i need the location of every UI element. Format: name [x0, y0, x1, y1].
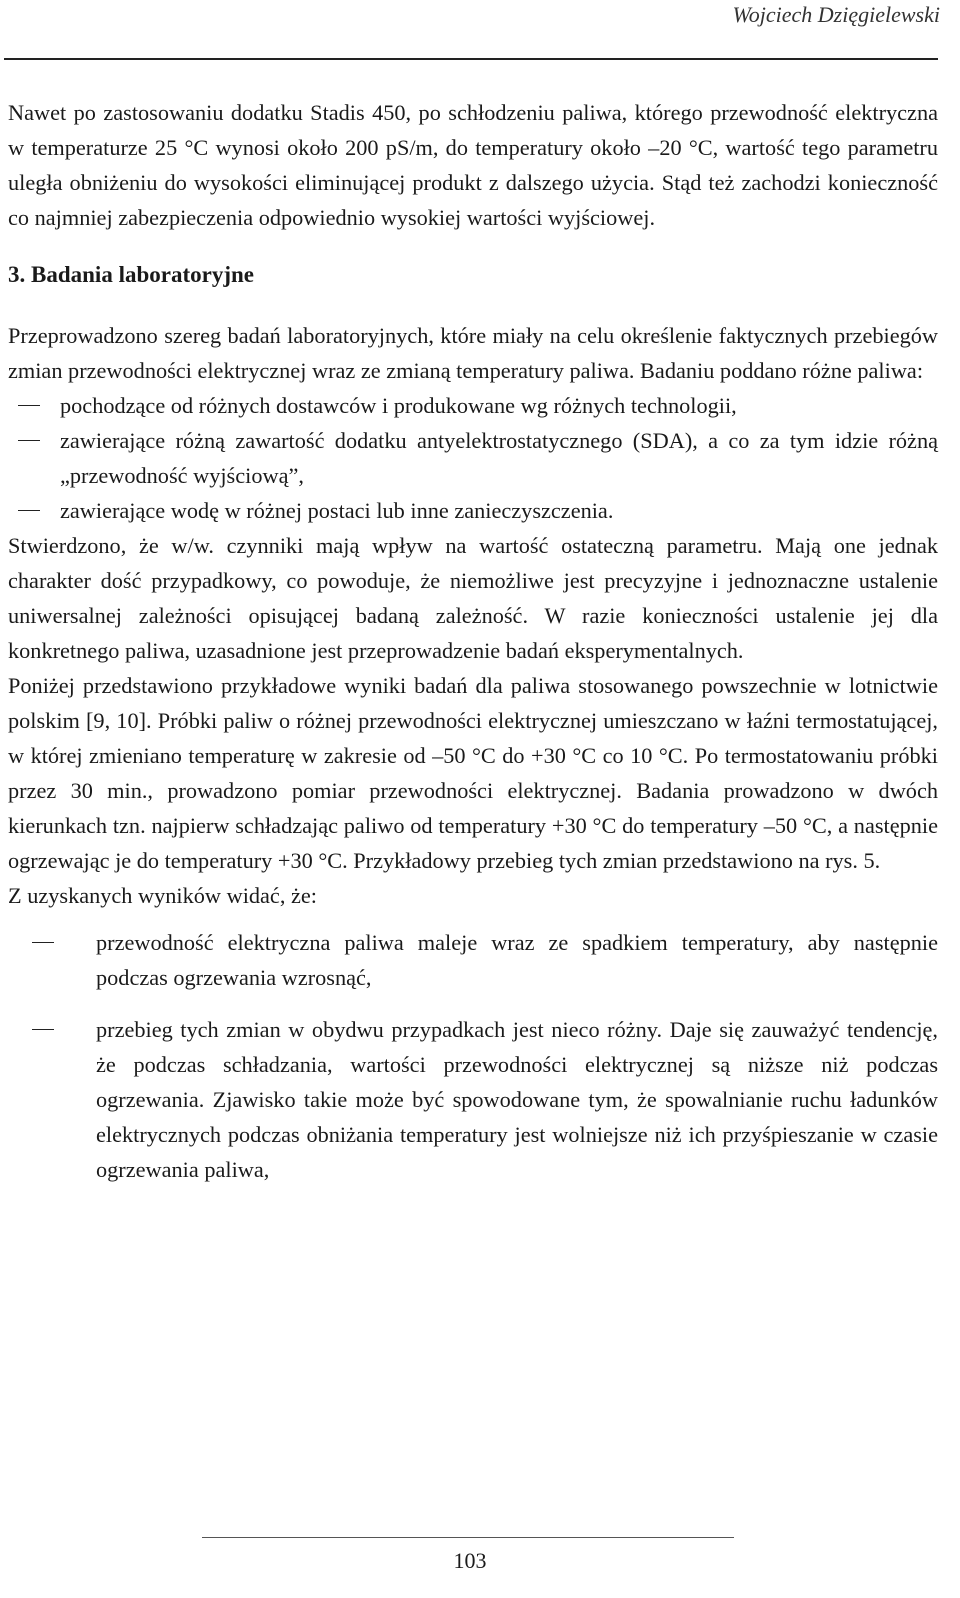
paragraph-2: Stwierdzono, że w/w. czynniki mają wpływ na wartość ostateczną parametru. Mają one jednak charakter dość przypadkowy, co powoduje, że niemożliwe jest precyzyjne i jednoznaczne ustalenie uniwersalnej zależności opisującej badaną zależność. W razie konieczności ustalenie jej dla konkretnego paliwa, uzasadnione jest przeprowadzenie badań eksperymentalnych.: [8, 533, 938, 663]
paragraph-1: Przeprowadzono szereg badań laboratoryjnych, które miały na celu określenie faktycznych przebiegów zmian przewodności elektrycznej wraz ze zmianą temperatury paliwa. Badaniu poddano różne paliwa:: [8, 323, 938, 383]
list-item-text: przewodność elektryczna paliwa maleje wraz ze spadkiem temperatury, aby następnie podczas ogrzewania wzrosnąć,: [96, 930, 938, 990]
dash-bullet-icon: [32, 942, 54, 943]
section-heading: 3. Badania laboratoryjne: [8, 262, 254, 287]
running-header-author: Wojciech Dzięgielewski: [732, 2, 940, 27]
list-item-text: przebieg tych zmian w obydwu przypadkach jest nieco różny. Daje się zauważyć tendencję, że podczas schładzania, wartości przewodności elektrycznej są niższe niż podczas ogrzewania. Zjawisko takie może być spowodowane tym, że spowalnianie ruchu ładunków elektrycznych podczas obniżania temperatury jest wolniejsze niż ich przyśpieszanie w czasie ogrzewania paliwa,: [96, 1017, 938, 1182]
list-item: [8, 493, 938, 528]
header-rule: [4, 58, 938, 60]
list-item: [8, 1012, 938, 1187]
list-item: [8, 388, 938, 423]
footer-rule: [202, 1537, 734, 1538]
page-number: 103: [453, 1548, 487, 1573]
dash-bullet-icon: [18, 405, 40, 406]
paragraph-3: Poniżej przedstawiono przykładowe wyniki badań dla paliwa stosowanego powszechnie w lotnictwie polskim [9, 10]. Próbki paliw o różnej przewodności elektrycznej umieszczano w łaźni termostatującej, w której zmieniano temperaturę w zakresie od –50 °C do +30 °C co 10 °C. Po termostatowaniu próbki przez 30 min., prowadzono pomiar przewodności elektrycznej. Badania prowadzono w dwóch kierunkach tzn. najpierw schładzając paliwo od temperatury +30 °C do temperatury –50 °C, a następnie ogrzewając je do temperatury +30 °C. Przykładowy przebieg tych zmian przedstawiono na rys. 5.: [8, 673, 938, 873]
list-item-text: zawierające wodę w różnej postaci lub inne zanieczyszczenia.: [60, 498, 614, 523]
fuel-types-list: [8, 388, 938, 528]
page-body: [8, 95, 938, 1204]
list-item: [8, 423, 938, 493]
dash-bullet-icon: [32, 1029, 54, 1030]
paragraph-4: Z uzyskanych wyników widać, że:: [8, 883, 317, 908]
intro-paragraph: Nawet po zastosowaniu dodatku Stadis 450, po schłodzeniu paliwa, którego przewodność elektryczna w temperaturze 25 °C wynosi około 200 pS/m, do temperatury około –20 °C, wartość tego parametru uległa obniżeniu do wysokości eliminującej produkt z dalszego użycia. Stąd też zachodzi konieczność co najmniej zabezpieczenia odpowiednio wysokiej wartości wyjściowej.: [8, 100, 938, 230]
list-item-text: pochodzące od różnych dostawców i produkowane wg różnych technologii,: [60, 393, 737, 418]
conclusions-list: [8, 925, 938, 1187]
dash-bullet-icon: [18, 510, 40, 511]
list-item: [8, 925, 938, 995]
dash-bullet-icon: [18, 440, 40, 441]
list-item-text: zawierające różną zawartość dodatku antyelektrostatycznego (SDA), a co za tym idzie różną „przewodność wyjściową”,: [60, 428, 938, 488]
